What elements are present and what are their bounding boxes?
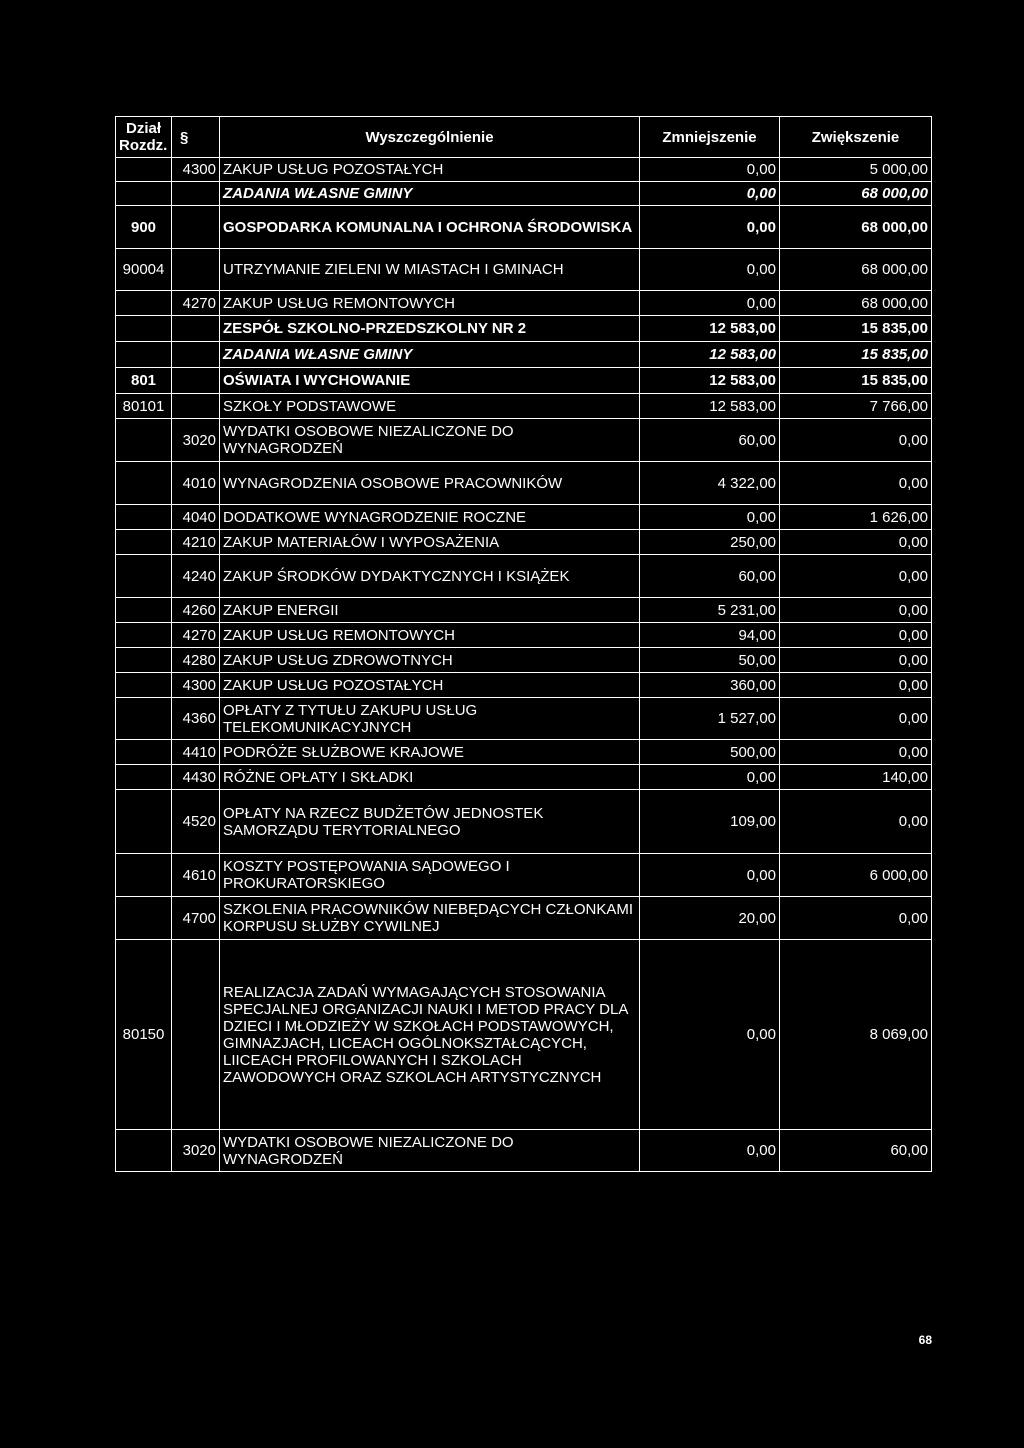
cell-dzial-rozdz bbox=[116, 158, 172, 182]
cell-dzial-rozdz bbox=[116, 462, 172, 505]
table-row bbox=[116, 673, 932, 698]
cell-increase: 68 000,00 bbox=[780, 291, 932, 316]
cell-increase: 140,00 bbox=[780, 765, 932, 790]
cell-description: WYNAGRODZENIA OSOBOWE PRACOWNIKÓW bbox=[220, 462, 640, 505]
header-increase: Zwiększenie bbox=[780, 117, 932, 158]
cell-description: ZAKUP USŁUG ZDROWOTNYCH bbox=[220, 648, 640, 673]
cell-increase: 1 626,00 bbox=[780, 505, 932, 530]
table-row bbox=[116, 854, 932, 897]
cell-increase: 8 069,00 bbox=[780, 940, 932, 1130]
cell-dzial-rozdz bbox=[116, 182, 172, 206]
header-paragraph: § bbox=[172, 117, 220, 158]
budget-table bbox=[115, 116, 932, 1172]
table-row bbox=[116, 698, 932, 740]
cell-increase: 0,00 bbox=[780, 740, 932, 765]
cell-description: SZKOLENIA PRACOWNIKÓW NIEBĘDĄCYCH CZŁONKAMI KORPUSU SŁUŻBY CYWILNEJ bbox=[220, 897, 640, 940]
cell-description: ZAKUP USŁUG REMONTOWYCH bbox=[220, 291, 640, 316]
cell-dzial-rozdz bbox=[116, 291, 172, 316]
cell-decrease: 4 322,00 bbox=[640, 462, 780, 505]
cell-description: PODRÓŻE SŁUŻBOWE KRAJOWE bbox=[220, 740, 640, 765]
cell-description: ZAKUP ENERGII bbox=[220, 598, 640, 623]
cell-paragraph: 3020 bbox=[172, 1130, 220, 1172]
cell-description: OPŁATY Z TYTUŁU ZAKUPU USŁUG TELEKOMUNIKACYJNYCH bbox=[220, 698, 640, 740]
cell-decrease: 12 583,00 bbox=[640, 368, 780, 394]
cell-decrease: 20,00 bbox=[640, 897, 780, 940]
cell-dzial-rozdz bbox=[116, 790, 172, 854]
cell-dzial-rozdz: 900 bbox=[116, 206, 172, 249]
cell-dzial-rozdz bbox=[116, 740, 172, 765]
cell-description: RÓŻNE OPŁATY I SKŁADKI bbox=[220, 765, 640, 790]
cell-increase: 0,00 bbox=[780, 623, 932, 648]
header-rozdz: Rozdz. bbox=[119, 137, 168, 154]
cell-increase: 0,00 bbox=[780, 419, 932, 462]
cell-decrease: 0,00 bbox=[640, 291, 780, 316]
cell-description: ZAKUP USŁUG REMONTOWYCH bbox=[220, 623, 640, 648]
cell-paragraph: 4410 bbox=[172, 740, 220, 765]
cell-decrease: 60,00 bbox=[640, 419, 780, 462]
table-row bbox=[116, 740, 932, 765]
cell-dzial-rozdz bbox=[116, 530, 172, 555]
cell-dzial-rozdz: 90004 bbox=[116, 249, 172, 291]
cell-dzial-rozdz bbox=[116, 623, 172, 648]
cell-dzial-rozdz: 80101 bbox=[116, 394, 172, 419]
table-row bbox=[116, 623, 932, 648]
cell-paragraph: 4700 bbox=[172, 897, 220, 940]
cell-description: ZADANIA WŁASNE GMINY bbox=[220, 342, 640, 368]
cell-increase: 0,00 bbox=[780, 530, 932, 555]
cell-decrease: 94,00 bbox=[640, 623, 780, 648]
cell-description: ZADANIA WŁASNE GMINY bbox=[220, 182, 640, 206]
cell-dzial-rozdz bbox=[116, 765, 172, 790]
cell-description: ZESPÓŁ SZKOLNO-PRZEDSZKOLNY NR 2 bbox=[220, 316, 640, 342]
cell-dzial-rozdz: 801 bbox=[116, 368, 172, 394]
header-dzial-rozdz bbox=[116, 117, 172, 158]
cell-decrease: 0,00 bbox=[640, 854, 780, 897]
table-row bbox=[116, 316, 932, 342]
cell-paragraph: 4520 bbox=[172, 790, 220, 854]
header-decrease: Zmniejszenie bbox=[640, 117, 780, 158]
cell-increase: 0,00 bbox=[780, 673, 932, 698]
table-row bbox=[116, 291, 932, 316]
cell-dzial-rozdz bbox=[116, 505, 172, 530]
cell-increase: 6 000,00 bbox=[780, 854, 932, 897]
cell-increase: 0,00 bbox=[780, 698, 932, 740]
cell-increase: 0,00 bbox=[780, 790, 932, 854]
cell-description: UTRZYMANIE ZIELENI W MIASTACH I GMINACH bbox=[220, 249, 640, 291]
cell-description: ZAKUP USŁUG POZOSTAŁYCH bbox=[220, 158, 640, 182]
cell-increase: 7 766,00 bbox=[780, 394, 932, 419]
cell-dzial-rozdz bbox=[116, 555, 172, 598]
cell-increase: 0,00 bbox=[780, 555, 932, 598]
cell-dzial-rozdz bbox=[116, 698, 172, 740]
table-row bbox=[116, 419, 932, 462]
cell-increase: 0,00 bbox=[780, 648, 932, 673]
cell-description: ZAKUP MATERIAŁÓW I WYPOSAŻENIA bbox=[220, 530, 640, 555]
cell-description: REALIZACJA ZADAŃ WYMAGAJĄCYCH STOSOWANIA SPECJALNEJ ORGANIZACJI NAUKI I METOD PRACY DLA DZIECI I MŁODZIEŻY W SZKOŁACH PODSTAWOWYCH, GIMNAZJACH, LICEACH OGÓLNOKSZTAŁCĄCYCH, LIICEACH PROFILOWANYCH I SZKOLACH ZAWODOWYCH ORAZ SZKOLACH ARTYSTYCZNYCH bbox=[220, 940, 640, 1130]
cell-increase: 0,00 bbox=[780, 462, 932, 505]
cell-decrease: 360,00 bbox=[640, 673, 780, 698]
cell-paragraph: 3020 bbox=[172, 419, 220, 462]
cell-paragraph bbox=[172, 206, 220, 249]
cell-increase: 68 000,00 bbox=[780, 206, 932, 249]
cell-decrease: 250,00 bbox=[640, 530, 780, 555]
cell-dzial-rozdz bbox=[116, 897, 172, 940]
cell-paragraph bbox=[172, 368, 220, 394]
cell-paragraph: 4210 bbox=[172, 530, 220, 555]
cell-paragraph: 4430 bbox=[172, 765, 220, 790]
cell-paragraph bbox=[172, 394, 220, 419]
table-row bbox=[116, 765, 932, 790]
cell-decrease: 0,00 bbox=[640, 1130, 780, 1172]
cell-dzial-rozdz bbox=[116, 673, 172, 698]
cell-description: OŚWIATA I WYCHOWANIE bbox=[220, 368, 640, 394]
cell-paragraph: 4300 bbox=[172, 158, 220, 182]
cell-decrease: 0,00 bbox=[640, 765, 780, 790]
cell-paragraph bbox=[172, 249, 220, 291]
cell-description: WYDATKI OSOBOWE NIEZALICZONE DO WYNAGRODZEŃ bbox=[220, 1130, 640, 1172]
cell-increase: 5 000,00 bbox=[780, 158, 932, 182]
cell-decrease: 500,00 bbox=[640, 740, 780, 765]
cell-paragraph bbox=[172, 182, 220, 206]
cell-increase: 68 000,00 bbox=[780, 182, 932, 206]
cell-paragraph: 4610 bbox=[172, 854, 220, 897]
cell-paragraph: 4270 bbox=[172, 623, 220, 648]
cell-description: ZAKUP USŁUG POZOSTAŁYCH bbox=[220, 673, 640, 698]
cell-paragraph: 4260 bbox=[172, 598, 220, 623]
cell-decrease: 12 583,00 bbox=[640, 342, 780, 368]
cell-decrease: 12 583,00 bbox=[640, 394, 780, 419]
table-row bbox=[116, 897, 932, 940]
cell-description: OPŁATY NA RZECZ BUDŻETÓW JEDNOSTEK SAMORZĄDU TERYTORIALNEGO bbox=[220, 790, 640, 854]
table-row bbox=[116, 249, 932, 291]
cell-decrease: 109,00 bbox=[640, 790, 780, 854]
cell-dzial-rozdz bbox=[116, 598, 172, 623]
page-number: 68 bbox=[918, 1333, 932, 1347]
table-row bbox=[116, 462, 932, 505]
cell-paragraph: 4360 bbox=[172, 698, 220, 740]
table-row bbox=[116, 530, 932, 555]
table-row bbox=[116, 790, 932, 854]
cell-increase: 68 000,00 bbox=[780, 249, 932, 291]
cell-increase: 0,00 bbox=[780, 598, 932, 623]
cell-increase: 15 835,00 bbox=[780, 316, 932, 342]
cell-dzial-rozdz bbox=[116, 342, 172, 368]
cell-decrease: 60,00 bbox=[640, 555, 780, 598]
cell-paragraph: 4040 bbox=[172, 505, 220, 530]
cell-increase: 15 835,00 bbox=[780, 368, 932, 394]
table-row bbox=[116, 1130, 932, 1172]
cell-description: WYDATKI OSOBOWE NIEZALICZONE DO WYNAGRODZEŃ bbox=[220, 419, 640, 462]
cell-description: SZKOŁY PODSTAWOWE bbox=[220, 394, 640, 419]
table-row bbox=[116, 182, 932, 206]
table-row bbox=[116, 940, 932, 1130]
cell-dzial-rozdz bbox=[116, 316, 172, 342]
table-row bbox=[116, 342, 932, 368]
cell-paragraph: 4240 bbox=[172, 555, 220, 598]
table-row bbox=[116, 505, 932, 530]
cell-description: GOSPODARKA KOMUNALNA I OCHRONA ŚRODOWISKA bbox=[220, 206, 640, 249]
table-row bbox=[116, 158, 932, 182]
cell-paragraph bbox=[172, 940, 220, 1130]
cell-dzial-rozdz bbox=[116, 1130, 172, 1172]
cell-decrease: 0,00 bbox=[640, 206, 780, 249]
cell-decrease: 12 583,00 bbox=[640, 316, 780, 342]
cell-paragraph: 4280 bbox=[172, 648, 220, 673]
cell-paragraph bbox=[172, 316, 220, 342]
table-body bbox=[116, 158, 932, 1172]
cell-decrease: 0,00 bbox=[640, 505, 780, 530]
table-row bbox=[116, 598, 932, 623]
cell-decrease: 5 231,00 bbox=[640, 598, 780, 623]
cell-decrease: 50,00 bbox=[640, 648, 780, 673]
cell-paragraph: 4300 bbox=[172, 673, 220, 698]
table-header bbox=[116, 117, 932, 158]
cell-decrease: 1 527,00 bbox=[640, 698, 780, 740]
cell-increase: 15 835,00 bbox=[780, 342, 932, 368]
cell-dzial-rozdz bbox=[116, 648, 172, 673]
table-row bbox=[116, 394, 932, 419]
cell-paragraph bbox=[172, 342, 220, 368]
cell-paragraph: 4270 bbox=[172, 291, 220, 316]
cell-increase: 60,00 bbox=[780, 1130, 932, 1172]
table-row bbox=[116, 368, 932, 394]
cell-dzial-rozdz: 80150 bbox=[116, 940, 172, 1130]
cell-dzial-rozdz bbox=[116, 854, 172, 897]
table-row bbox=[116, 648, 932, 673]
cell-decrease: 0,00 bbox=[640, 249, 780, 291]
cell-decrease: 0,00 bbox=[640, 158, 780, 182]
cell-description: DODATKOWE WYNAGRODZENIE ROCZNE bbox=[220, 505, 640, 530]
cell-description: KOSZTY POSTĘPOWANIA SĄDOWEGO I PROKURATORSKIEGO bbox=[220, 854, 640, 897]
cell-description: ZAKUP ŚRODKÓW DYDAKTYCZNYCH I KSIĄŻEK bbox=[220, 555, 640, 598]
header-description: Wyszczególnienie bbox=[220, 117, 640, 158]
cell-dzial-rozdz bbox=[116, 419, 172, 462]
header-dzial: Dział bbox=[125, 120, 161, 137]
cell-decrease: 0,00 bbox=[640, 182, 780, 206]
cell-decrease: 0,00 bbox=[640, 940, 780, 1130]
cell-paragraph: 4010 bbox=[172, 462, 220, 505]
table-row bbox=[116, 206, 932, 249]
cell-increase: 0,00 bbox=[780, 897, 932, 940]
table-row bbox=[116, 555, 932, 598]
